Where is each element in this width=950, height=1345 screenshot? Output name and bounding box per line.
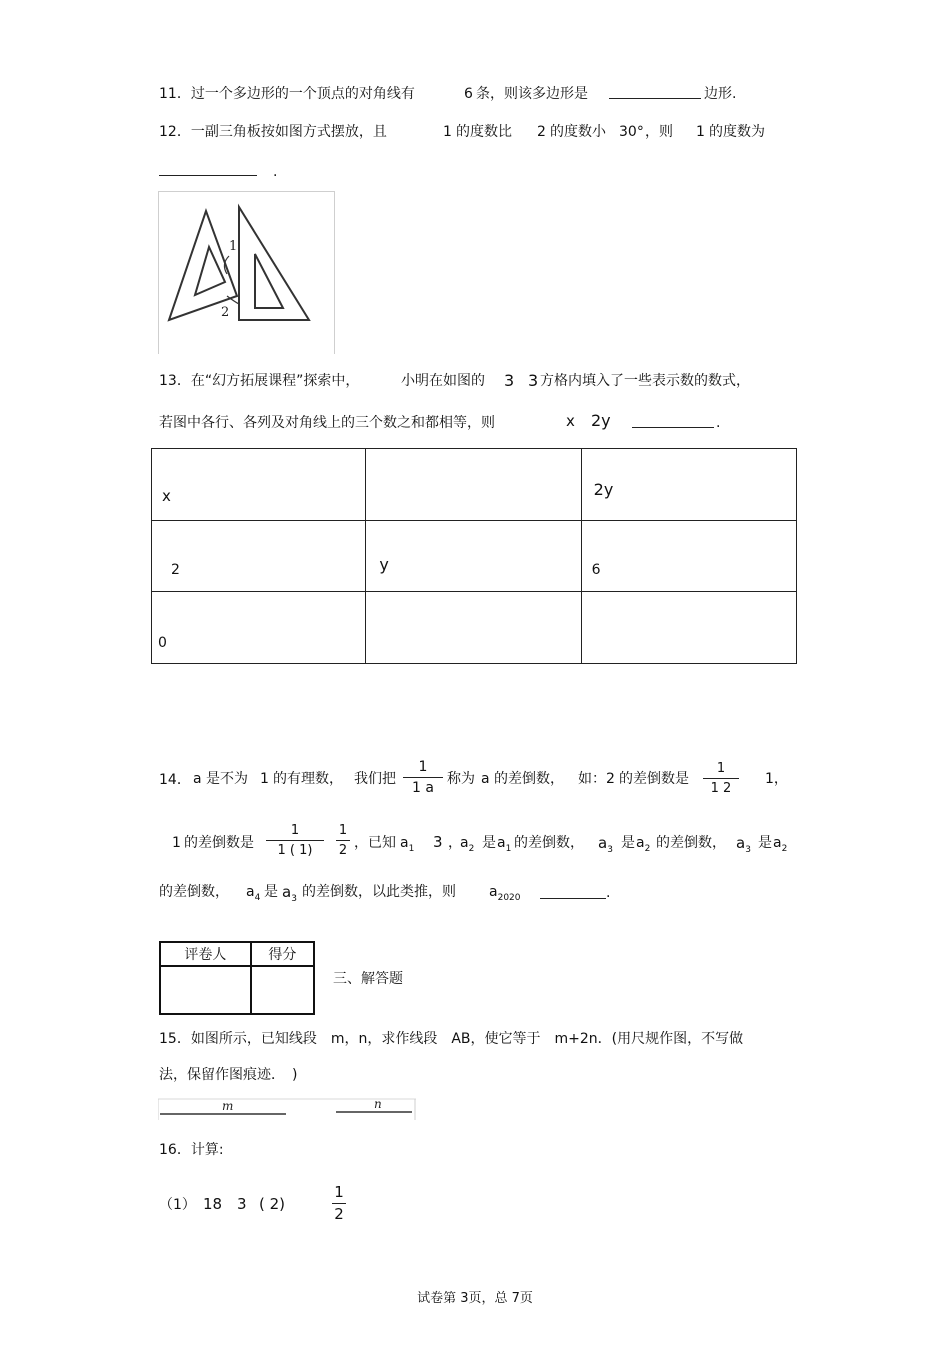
q11-text-b: 条，则该多边形是: [476, 86, 588, 102]
section-3-title: 三、解答题: [333, 971, 403, 987]
q14-l2-a: 1: [172, 835, 181, 851]
q16-frac-bar: [332, 1203, 346, 1204]
q14-text-b: 是不为: [206, 771, 248, 787]
frac1-bar: [403, 777, 443, 778]
q14-a3b: $a_3$: [736, 834, 751, 855]
q14-fraction-4: [336, 824, 350, 857]
q14-l2-i: 的差倒数，: [656, 835, 726, 851]
frac4-bar: [336, 840, 350, 841]
q16-title: 计算:: [190, 1142, 224, 1158]
q13-text-c: 方格内填入了一些表示数的数式，: [540, 373, 750, 389]
segments-diagram: [158, 1098, 416, 1122]
q14-fraction-3: [266, 824, 324, 857]
q14-text-c: 1: [260, 771, 269, 787]
label-m: m: [222, 1099, 234, 1113]
q16-part1-b: 3: [237, 1195, 247, 1213]
q16-line: [159, 1143, 224, 1157]
frac3-numerator: 1: [290, 823, 300, 838]
grid-cell-r1c2: [366, 449, 581, 521]
score-table-header: [160, 942, 314, 966]
q12-figure: [158, 191, 335, 354]
q14-text-d: 的有理数，: [273, 771, 343, 787]
grid-row-1: [152, 449, 797, 521]
q12-angle2: 2: [537, 124, 546, 140]
grid-cell-r2c1: 2: [152, 520, 366, 592]
magic-square-grid: [151, 448, 797, 664]
frac3-bar: [266, 840, 324, 841]
q14-text-i: 如：2: [578, 771, 615, 787]
q12-text-a: 一副三角板按如图方式摆放，且: [190, 124, 387, 140]
q14-l3-a: 的差倒数，: [159, 884, 229, 900]
q11-count: 6: [464, 86, 473, 102]
score-header-score: 得分: [251, 942, 314, 966]
q14-l3-c: 的差倒数，以此类推，则: [302, 884, 456, 900]
q14-text-e: 我们把: [354, 771, 396, 787]
set-squares-diagram: [159, 192, 334, 354]
grid-cell-r3c1: 0: [152, 592, 366, 664]
q11-text-a: 过一个多边形的一个顶点的对角线有: [190, 86, 415, 102]
q14-l2-c: ，已知: [354, 835, 396, 851]
q13-n2: 3: [528, 371, 539, 390]
q12-end: .: [273, 164, 278, 180]
q15-number: 15．: [159, 1031, 191, 1047]
q14-l2-b: 的差倒数是: [184, 835, 254, 851]
q14-a1: $a_1$: [400, 835, 415, 854]
q14-text-f: 称为: [447, 771, 475, 787]
q16-part1-c: ( 2): [259, 1195, 286, 1213]
q11-line: [159, 87, 415, 101]
q14-l2-d: 3: [433, 833, 443, 851]
q11-text-c: 边形.: [704, 86, 737, 102]
grid-cell-r2c3: 6: [581, 520, 796, 592]
q12-angle1: 1: [443, 124, 452, 140]
grid-cell-r3c3: [581, 592, 796, 664]
grid-cell-r1c1: x: [152, 449, 366, 521]
score-table-body: [160, 966, 314, 1014]
q12-text-c: 的度数小: [550, 124, 606, 140]
q13-n1: 3: [504, 371, 515, 390]
grid-cell-r1c3: 2y: [581, 449, 796, 521]
q13-answer-blank[interactable]: [632, 415, 714, 431]
q14-a4: $a_4$: [246, 884, 261, 903]
label-n: n: [374, 1098, 382, 1111]
frac2-numerator: 1: [716, 761, 726, 776]
frac1-denominator: 1 a: [412, 780, 434, 796]
q14-a2020: $a_{2020}$: [489, 884, 521, 903]
q14-fraction-2: [703, 762, 739, 795]
q11-answer-blank[interactable]: [609, 86, 701, 102]
grid-cell-r2c2: y: [366, 520, 581, 592]
q13-text-a: 在“幻方拓展课程”探索中，: [190, 373, 360, 389]
q12-text-d: ，则: [645, 124, 673, 140]
q14-text-h: 的差倒数，: [494, 771, 564, 787]
q14-l2-g: 的差倒数，: [514, 835, 584, 851]
frac4-denominator: 2: [338, 843, 348, 858]
q14-l3-b: 是: [264, 884, 278, 900]
q13-expr-2y: 2y: [591, 411, 611, 430]
q14-l2-f: 是: [482, 835, 496, 851]
set-square-right-inner: [255, 254, 283, 308]
q12-degrees: 30°: [619, 124, 644, 140]
page-footer: 试卷第 3页，总 7页: [417, 1291, 533, 1306]
figure-label-2: 2: [221, 305, 230, 320]
q12-line: [159, 125, 387, 139]
q13-text-b: 小明在如图的: [401, 373, 485, 389]
grid-row-3: [152, 592, 797, 664]
q14-l2-e: ，: [448, 835, 462, 851]
q14-a2b: $a_2$: [636, 835, 651, 854]
q15-text-1: 如图所示，已知线段 m，n，求作线段 AB，使它等于 m+2n．(用尺规作图，不写做: [190, 1031, 744, 1047]
frac3-denominator: 1 ( 1): [277, 843, 313, 858]
q13-line2: 若图中各行、各列及对角线上的三个数之和都相等，则: [159, 415, 495, 431]
q14-a3: $a_3$: [598, 834, 613, 855]
q12-text-e: 的度数为: [709, 124, 765, 140]
q14-a1b: $a_1$: [497, 835, 512, 854]
set-square-right-outer: [239, 207, 309, 320]
q12-text-b: 的度数比: [456, 124, 512, 140]
q12-angle1b: 1: [696, 124, 705, 140]
score-header-reviewer: 评卷人: [160, 942, 251, 966]
q14-end: .: [606, 885, 611, 901]
q13-line1-a: [159, 374, 359, 388]
q14-l2-j: 是: [758, 835, 772, 851]
grid-row-2: [152, 520, 797, 592]
q14-text-k: 1，: [765, 771, 788, 787]
q16-frac-numerator: 1: [334, 1183, 344, 1201]
set-square-left-inner: [195, 247, 225, 295]
q11-number: 11．: [159, 86, 191, 102]
q14-l2-h: 是: [621, 835, 635, 851]
frac4-numerator: 1: [338, 823, 348, 838]
q15-figure: [158, 1098, 416, 1122]
score-reviewer-cell[interactable]: [160, 966, 251, 1014]
q14-answer-blank[interactable]: [540, 886, 606, 902]
q14-number: 14．: [159, 772, 191, 788]
figure-label-1: 1: [229, 239, 238, 254]
frac1-numerator: 1: [418, 759, 428, 775]
frac2-bar: [703, 778, 739, 779]
q12-number: 12．: [159, 124, 191, 140]
q13-expr-x: x: [566, 412, 575, 430]
q14-a: a: [193, 771, 202, 787]
q16-part1-a: 18: [203, 1195, 223, 1213]
q14-a2: $a_2$: [460, 835, 475, 854]
q13-end: .: [716, 415, 721, 431]
frac2-denominator: 1 2: [710, 781, 732, 796]
q12-answer-blank[interactable]: [159, 163, 257, 179]
q16-frac-denominator: 2: [334, 1205, 344, 1223]
grid-cell-r3c2: [366, 592, 581, 664]
q16-number: 16．: [159, 1142, 191, 1158]
q14-a3c: $a_3$: [282, 883, 297, 904]
q16-part1-label: （1）: [159, 1197, 196, 1213]
score-table: [159, 941, 315, 1015]
q14-a2c: $a_2$: [773, 835, 788, 854]
q16-fraction: [332, 1185, 346, 1222]
q15-line2: 法，保留作图痕迹． ): [159, 1067, 298, 1083]
q15-line1: [159, 1032, 743, 1046]
q14-fraction-1: [403, 760, 443, 795]
score-value-cell[interactable]: [251, 966, 314, 1014]
q14-text-g: a: [481, 771, 490, 787]
q13-number: 13．: [159, 373, 191, 389]
q14-text-j: 的差倒数是: [619, 771, 689, 787]
